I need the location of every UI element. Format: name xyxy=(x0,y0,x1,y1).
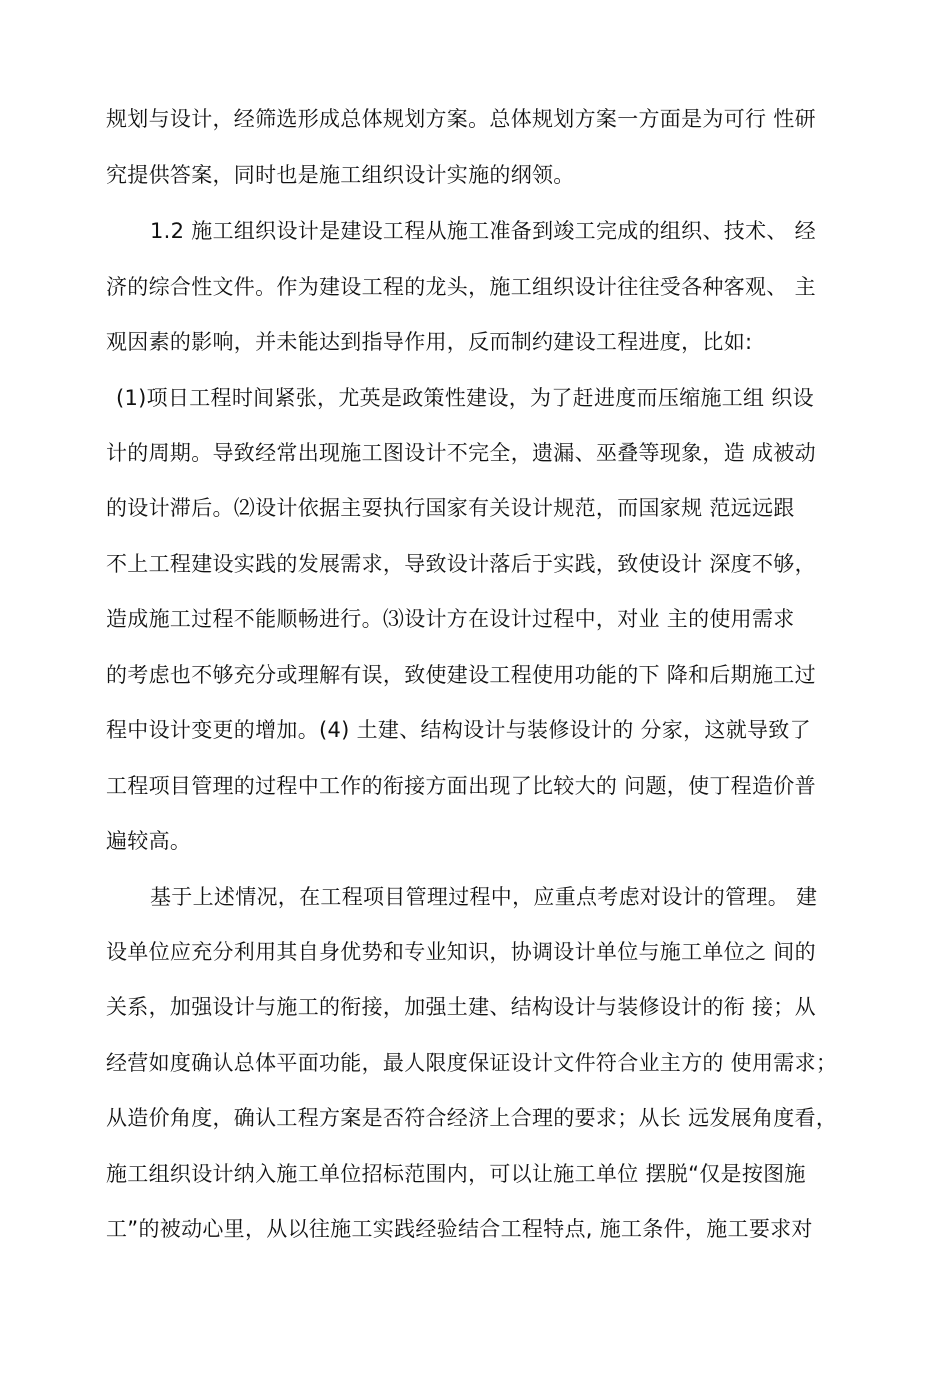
text-line: 遍较高。 xyxy=(106,829,192,853)
text-line: 1.2 施工组织设计是建设工程从施工准备到竣工完成的组织、技术、 经 xyxy=(150,219,816,243)
text-line: 不上工程建设实践的发展需求，导致设计落后于实践，致使设计 深度不够， xyxy=(106,552,816,576)
text-line: 经营如度确认总体平面功能，最人限度保证设计文件符合业主方的 使用需求； xyxy=(106,1051,838,1075)
text-line: 观因素的影响，并未能达到指导作用，反而制约建设工程进度，比如: xyxy=(106,330,753,354)
text-line: 施工组织设计纳入施工单位招标范围内，可以让施工单位 摆脱“仅是按图施 xyxy=(106,1162,806,1186)
text-line: 计的周期。导致经常出现施工图设计不完全，遗漏、巫叠等现象，造 成被动 xyxy=(106,441,816,465)
text-line: 济的综合性文件。作为建设工程的龙头，施工组织设计往往受各种客观、 主 xyxy=(106,275,816,299)
text-line: 究提供答案，同时也是施工组织设计实施的纲领。 xyxy=(106,163,575,187)
text-line: 造成施工过程不能顺畅进行。⑶设计方在设计过程中，对业 主的使用需求 xyxy=(106,607,795,631)
text-line: 的设计滞后。⑵设计依据主耍执行国家有关设计规范，而国家规 范远远跟 xyxy=(106,496,795,520)
text-line: 程中设计变更的增加。(4) 土建、结构设计与装修设计的 分家，这就导致了 xyxy=(106,718,811,742)
text-line: 从造价角度，确认工程方案是否符合经济上合理的要求；从长 远发展角度看， xyxy=(106,1106,838,1130)
text-line: 设单位应充分利用其自身优势和专业知识，协调设计单位与施工单位之 间的 xyxy=(106,940,816,964)
text-line: (1)项日工程时间紧张，尤英是政策性建设，为了赶进度而压缩施工组 织设 xyxy=(116,386,814,410)
text-line: 关系，加强设计与施工的衔接，加强土建、结构设计与装修设计的衔 接；从 xyxy=(106,995,816,1019)
text-line: 基于上述情况，在工程项目管理过程中，应重点考虑对设计的管理。 建 xyxy=(150,885,818,909)
text-line: 工”的被动心里，从以往施工实践经验结合工程特点, 施工条件，施工要求对 xyxy=(106,1217,813,1241)
text-line: 工程项目管理的过程中工作的衔接方面出现了比较大的 问题，使丁程造价普 xyxy=(106,774,816,798)
text-line: 的考虑也不够充分或理解有误，致使建设工程使用功能的下 降和后期施工过 xyxy=(106,663,816,687)
text-line: 规划与设计，经筛选形成总体规划方案。总体规划方案一方面是为可行 性研 xyxy=(106,107,816,131)
